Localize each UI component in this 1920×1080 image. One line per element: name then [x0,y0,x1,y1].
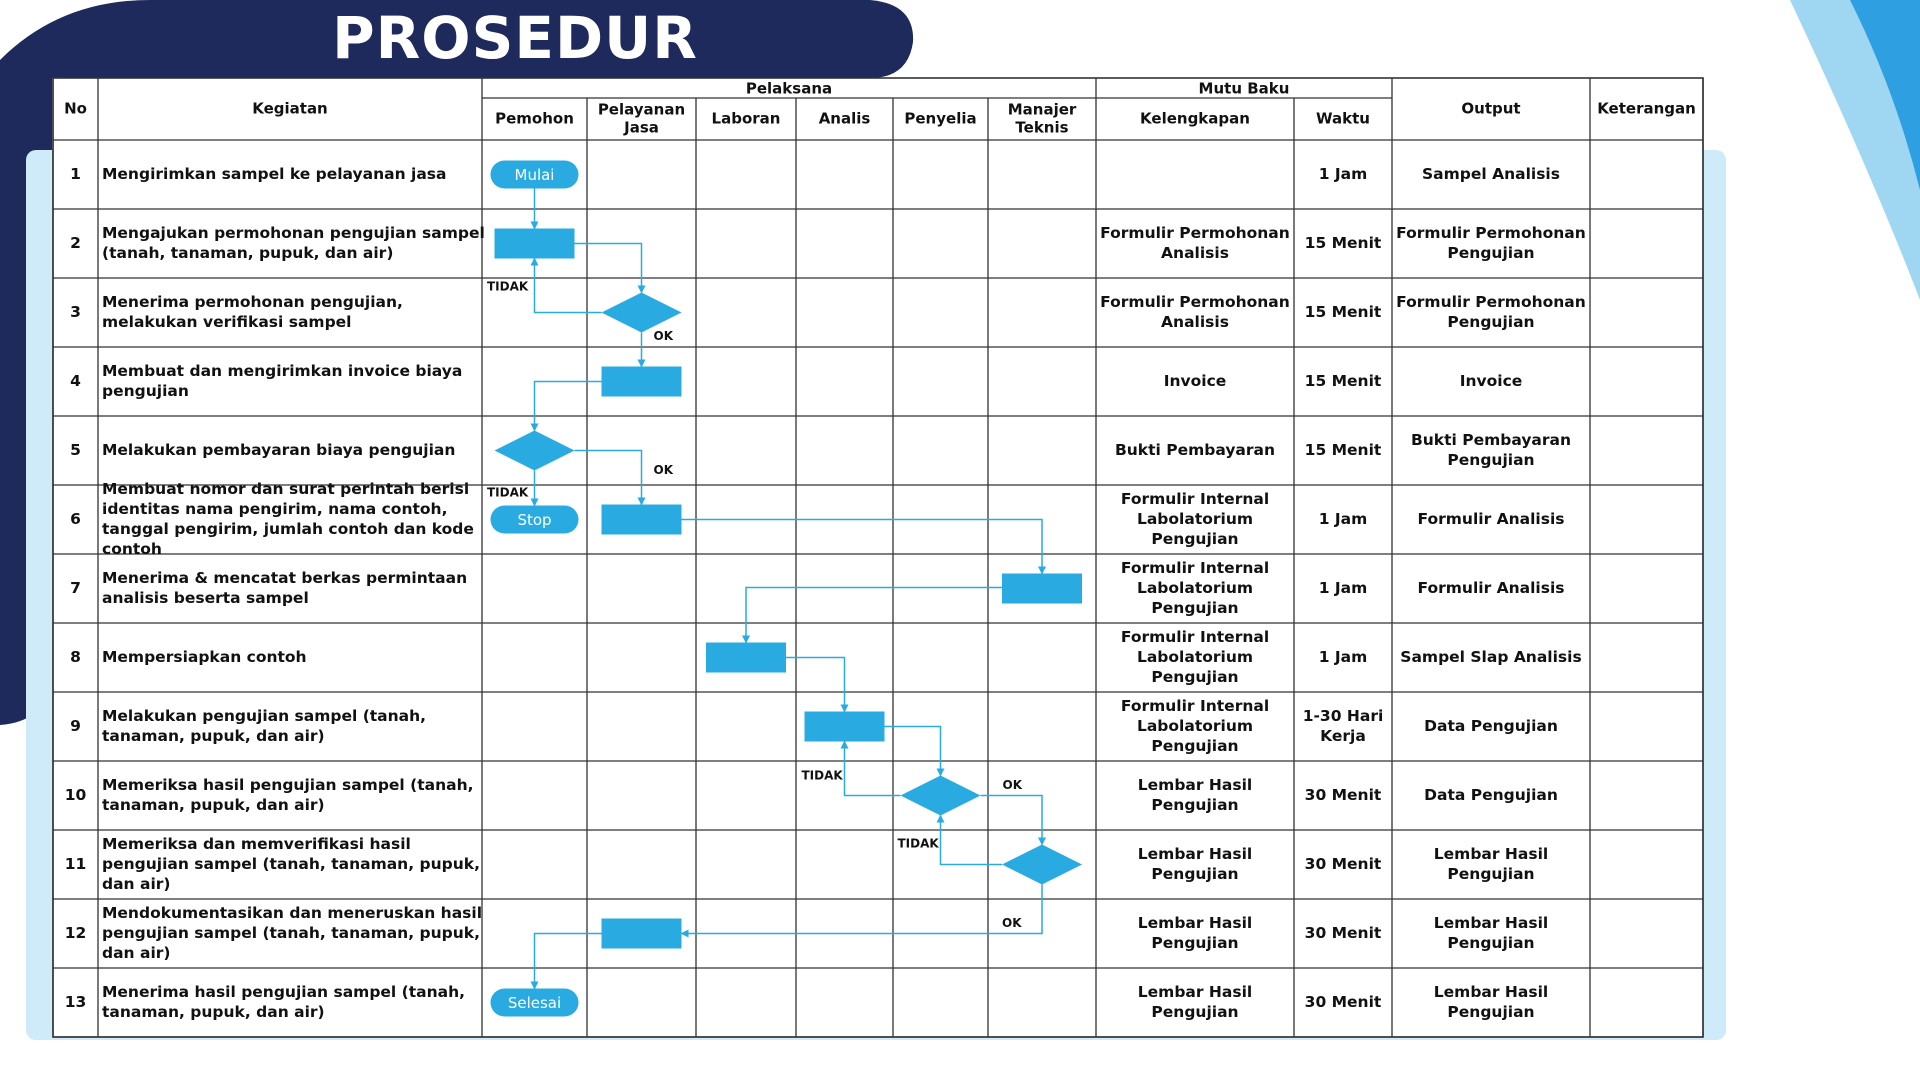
cell-kegiatan: tanaman, pupuk, dan air) [102,727,325,745]
cell-kelengkapan: Pengujian [1151,599,1239,617]
header-pelaksana: Pelaksana [745,79,833,98]
header-kelengkapan: Kelengkapan [1140,109,1250,128]
cell-kelengkapan: Pengujian [1151,865,1239,883]
cell-kegiatan: tanaman, pupuk, dan air) [102,796,325,814]
cell-kelengkapan: Pengujian [1151,796,1239,814]
process-box-step-9 [805,712,885,742]
cell-no: 12 [64,924,87,942]
cell-output: Bukti Pembayaran [1410,431,1572,449]
cell-output: Sampel Analisis [1422,165,1560,183]
cell-kelengkapan: Lembar Hasil [1137,983,1253,1001]
cell-output: Lembar Hasil [1433,914,1549,932]
header-role: Teknis [1015,118,1069,137]
label-tidak-step-3: TIDAK [487,279,529,294]
cell-waktu: 1 Jam [1318,579,1368,597]
cell-kegiatan: Melakukan pengujian sampel (tanah, [102,707,427,725]
table-frame [53,78,1703,1037]
cell-kelengkapan: Pengujian [1151,530,1239,548]
cell-kelengkapan: Analisis [1161,244,1229,262]
header-keterangan: Keterangan [1597,99,1696,118]
header-role: Pelayanan [597,100,686,119]
cell-waktu: 30 Menit [1304,786,1382,804]
cell-kegiatan: Menerima hasil pengujian sampel (tanah, [102,983,466,1001]
process-box-step-6 [602,505,682,535]
page-title: PROSEDUR [332,4,698,72]
cell-kegiatan: identitas nama pengirim, nama contoh, [102,500,448,518]
start-terminal-label: Mulai [514,166,555,184]
label-tidak-step-11: TIDAK [897,836,939,851]
cell-waktu: 1 Jam [1318,165,1368,183]
process-box-step-7 [1002,574,1082,604]
cell-waktu: 30 Menit [1304,993,1382,1011]
label-ok-step-5: OK [653,463,673,477]
cell-kegiatan: melakukan verifikasi sampel [102,313,352,331]
cell-kelengkapan: Labolatorium [1136,579,1254,597]
header-role: Laboran [711,109,781,128]
cell-no: 11 [64,855,87,873]
cell-kegiatan: Mengirimkan sampel ke pelayanan jasa [102,165,447,183]
cell-kegiatan: Menerima & mencatat berkas permintaan [102,569,468,587]
cell-no: 5 [70,441,81,459]
header-role: Penyelia [904,109,977,128]
cell-kegiatan: Membuat dan mengirimkan invoice biaya [102,362,463,380]
cell-output: Pengujian [1447,313,1535,331]
cell-no: 2 [70,234,81,252]
cell-kegiatan: pengujian sampel (tanah, tanaman, pupuk, [102,924,480,942]
cell-output: Sampel Slap Analisis [1400,648,1582,666]
cell-kelengkapan: Formulir Internal [1120,628,1270,646]
header-mutu-baku: Mutu Baku [1198,79,1290,98]
cell-output: Formulir Analisis [1417,579,1565,597]
header-role: Manajer [1007,100,1077,119]
cell-kegiatan: (tanah, tanaman, pupuk, dan air) [102,244,394,262]
cell-kelengkapan: Analisis [1161,313,1229,331]
cell-output: Lembar Hasil [1433,983,1549,1001]
cell-kelengkapan: Invoice [1163,372,1227,390]
cell-output: Pengujian [1447,451,1535,469]
cell-kegiatan: pengujian [102,382,189,400]
cell-kelengkapan: Lembar Hasil [1137,845,1253,863]
cell-no: 13 [64,993,87,1011]
cell-no: 9 [70,717,81,735]
cell-output: Pengujian [1447,244,1535,262]
cell-kegiatan: Mendokumentasikan dan meneruskan hasil [102,904,483,922]
cell-waktu: 30 Menit [1304,855,1382,873]
cell-kegiatan: pengujian sampel (tanah, tanaman, pupuk, [102,855,480,873]
label-ok-step-10: OK [1002,778,1022,792]
process-box-step-12 [602,919,682,949]
stop-terminal-label: Stop [517,511,552,529]
cell-waktu: 15 Menit [1304,441,1382,459]
cell-output: Data Pengujian [1424,717,1558,735]
cell-kelengkapan: Formulir Internal [1120,559,1270,577]
cell-output: Lembar Hasil [1433,845,1549,863]
cell-kegiatan: tanaman, pupuk, dan air) [102,1003,325,1021]
cell-kelengkapan: Bukti Pembayaran [1114,441,1276,459]
cell-kegiatan: dan air) [102,875,171,893]
process-box-step-2 [495,229,575,259]
cell-waktu: 1-30 Hari [1302,707,1384,725]
cell-output: Pengujian [1447,1003,1535,1021]
cell-no: 6 [70,510,81,528]
cell-no: 1 [70,165,81,183]
cell-waktu: 1 Jam [1318,648,1368,666]
cell-no: 10 [64,786,87,804]
header-kegiatan: Kegiatan [252,99,328,118]
cell-waktu: 1 Jam [1318,510,1368,528]
cell-kegiatan: Mempersiapkan contoh [102,648,307,666]
cell-output: Formulir Analisis [1417,510,1565,528]
cell-kelengkapan: Labolatorium [1136,717,1254,735]
cell-no: 7 [70,579,81,597]
cell-kelengkapan: Pengujian [1151,1003,1239,1021]
process-box-step-4 [602,367,682,397]
cell-kegiatan: Memeriksa hasil pengujian sampel (tanah, [102,776,474,794]
cell-no: 8 [70,648,81,666]
cell-kegiatan: Mengajukan permohonan pengujian sampel [102,224,485,242]
cell-kelengkapan: Formulir Internal [1120,697,1270,715]
cell-kegiatan: dan air) [102,944,171,962]
cell-kegiatan: Membuat nomor dan surat perintah berisi [102,480,470,498]
cell-kegiatan: contoh [102,540,162,558]
cell-waktu: 15 Menit [1304,303,1382,321]
cell-output: Invoice [1459,372,1523,390]
cell-kelengkapan: Labolatorium [1136,510,1254,528]
label-tidak-step-5: TIDAK [487,485,529,500]
cell-waktu: Kerja [1320,727,1366,745]
cell-no: 4 [70,372,81,390]
label-tidak-step-10: TIDAK [801,768,843,783]
cell-kelengkapan: Pengujian [1151,668,1239,686]
cell-kegiatan: tanggal pengirim, jumlah contoh dan kode [102,520,474,538]
label-ok-step-3: OK [653,329,673,343]
header-output: Output [1461,99,1521,118]
cell-output: Data Pengujian [1424,786,1558,804]
cell-kegiatan: Menerima permohonan pengujian, [102,293,403,311]
table-grid [53,78,1703,1037]
cell-kegiatan: Memeriksa dan memverifikasi hasil [102,835,411,853]
header-role: Analis [818,109,871,128]
cell-kelengkapan: Formulir Permohonan [1100,224,1290,242]
cell-no: 3 [70,303,81,321]
cell-output: Pengujian [1447,934,1535,952]
cell-kegiatan: analisis beserta sampel [102,589,309,607]
cell-kelengkapan: Pengujian [1151,934,1239,952]
cell-waktu: 15 Menit [1304,234,1382,252]
process-box-step-8 [706,643,786,673]
cell-kegiatan: Melakukan pembayaran biaya pengujian [102,441,456,459]
header-waktu: Waktu [1316,109,1370,128]
cell-kelengkapan: Lembar Hasil [1137,914,1253,932]
header-no: No [64,99,87,118]
cell-kelengkapan: Formulir Permohonan [1100,293,1290,311]
end-terminal-label: Selesai [507,994,562,1012]
cell-kelengkapan: Lembar Hasil [1137,776,1253,794]
header-role: Jasa [624,118,659,137]
cell-waktu: 30 Menit [1304,924,1382,942]
cell-kelengkapan: Labolatorium [1136,648,1254,666]
cell-waktu: 15 Menit [1304,372,1382,390]
header-role: Pemohon [495,109,574,128]
cell-output: Formulir Permohonan [1396,224,1586,242]
cell-kelengkapan: Formulir Internal [1120,490,1270,508]
label-ok-step-11: OK [1002,916,1022,930]
cell-output: Formulir Permohonan [1396,293,1586,311]
cell-kelengkapan: Pengujian [1151,737,1239,755]
cell-output: Pengujian [1447,865,1535,883]
